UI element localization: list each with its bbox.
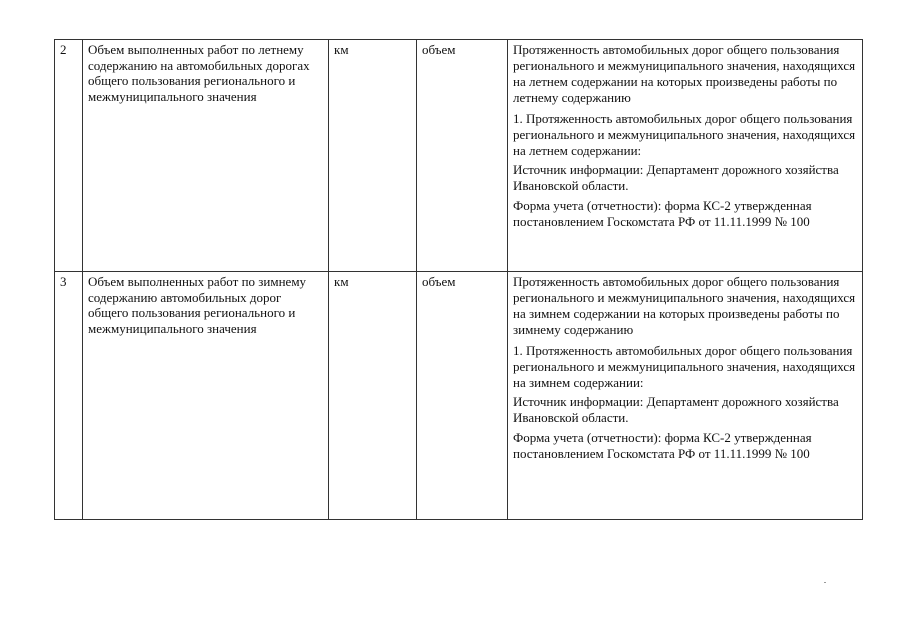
- table-row: [55, 272, 863, 520]
- unit-of-measure: км: [329, 40, 417, 272]
- indicators-table: [54, 39, 863, 520]
- table-row: [55, 40, 863, 272]
- description-text: Протяженность автомобильных дорог общего пользования регионального и межмуниципального значения, находящихся на летнем содержании на которых произведены работы по летнему содержанию: [513, 42, 856, 105]
- unit-of-measure: км: [329, 272, 417, 520]
- indicator-name: Объем выполненных работ по летнему содержанию на автомобильных дорогах общего пользования регионального и межмуниципального значения: [83, 40, 329, 272]
- indicator-item: 1. Протяженность автомобильных дорог общего пользования регионального и межмуниципального значения, находящихся на летнем содержании:: [513, 111, 856, 158]
- row-number: 3: [55, 272, 83, 520]
- row-number: 2: [55, 40, 83, 272]
- indicator-item: 1. Протяженность автомобильных дорог общего пользования регионального и межмуниципального значения, находящихся на зимнем содержании:: [513, 343, 856, 390]
- description-text: Протяженность автомобильных дорог общего пользования регионального и межмуниципального значения, находящихся на зимнем содержании на которых произведены работы по зимнему содержанию: [513, 274, 856, 337]
- indicator-description: [508, 40, 863, 272]
- form-text: Форма учета (отчетности): форма КС-2 утвержденная постановлением Госкомстата РФ от 11.11.1999 № 100: [513, 430, 812, 461]
- indicator-description: [508, 272, 863, 520]
- source-text: Источник информации: Департамент дорожного хозяйства Ивановской области.: [513, 162, 839, 193]
- indicator-kind: объем: [417, 272, 508, 520]
- scan-speck: [824, 582, 826, 583]
- form-text: Форма учета (отчетности): форма КС-2 утвержденная постановлением Госкомстата РФ от 11.11.1999 № 100: [513, 198, 812, 229]
- source-text: Источник информации: Департамент дорожного хозяйства Ивановской области.: [513, 394, 839, 425]
- indicator-name: Объем выполненных работ по зимнему содержанию автомобильных дорог общего пользования регионального и межмуниципального значения: [83, 272, 329, 520]
- indicator-kind: объем: [417, 40, 508, 272]
